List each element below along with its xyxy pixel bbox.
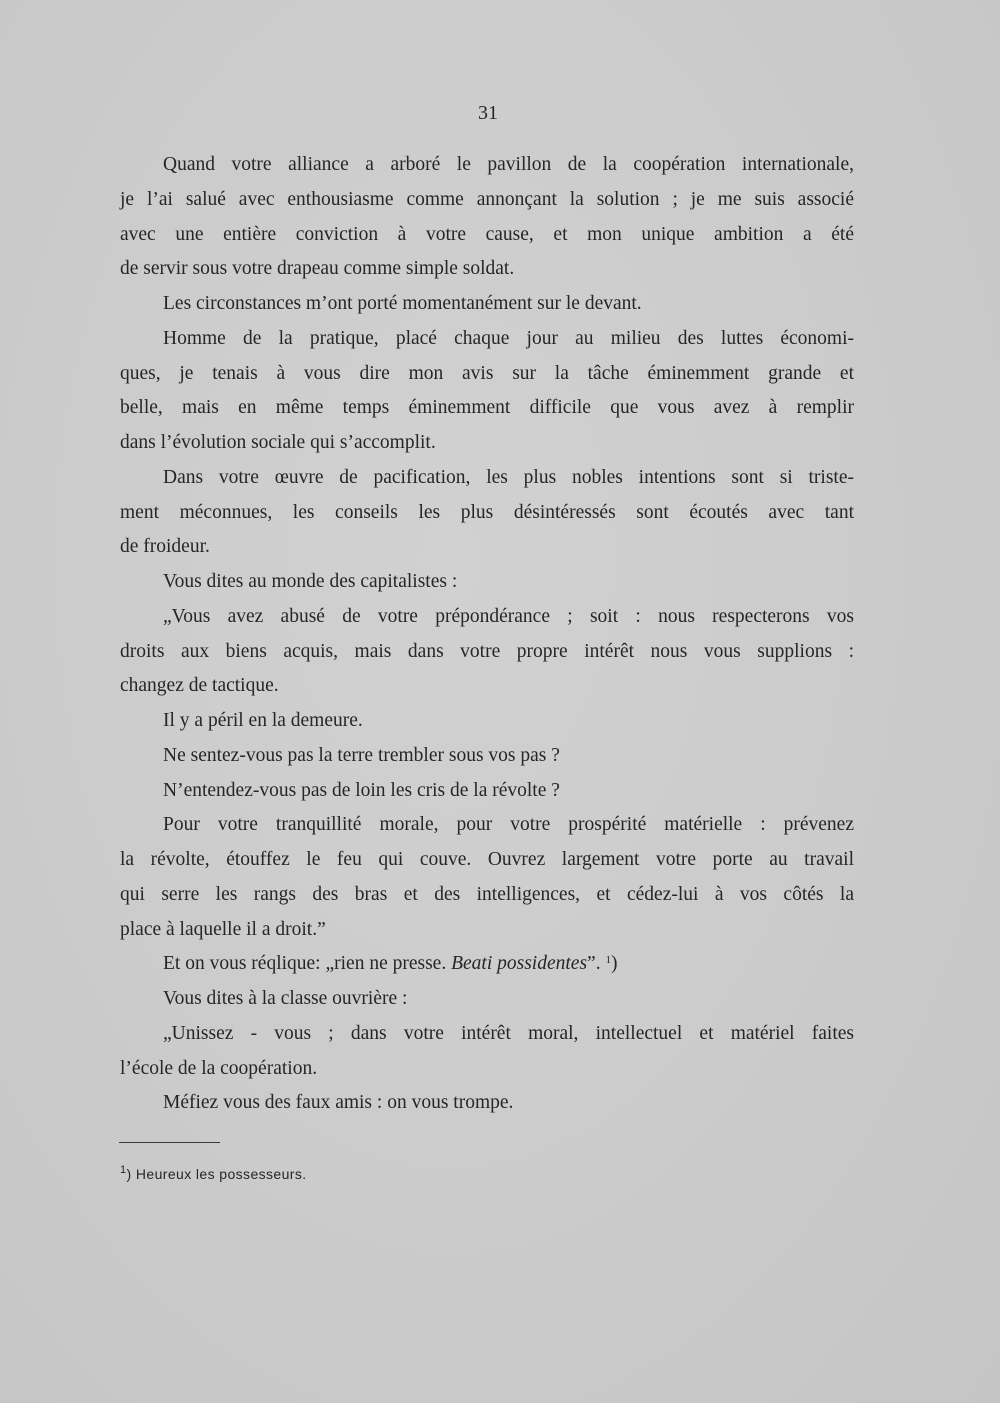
text-line: Les circonstances m’ont porté momentanément sur le devant. bbox=[163, 293, 642, 314]
footnote-mark: 1 bbox=[120, 1164, 127, 1176]
footnote-reference-paren: ) bbox=[610, 953, 618, 975]
text-line-with-note bbox=[120, 947, 854, 982]
italic-phrase: Beati possidentes bbox=[451, 953, 588, 975]
footnote-mark-paren: ) bbox=[126, 1166, 132, 1182]
text-line: avec une entière conviction à votre cause, et mon unique ambition a été bbox=[120, 223, 854, 245]
text-line: l’école de la coopération. bbox=[120, 1057, 318, 1079]
text-line: dans l’évolution sociale qui s’accomplit. bbox=[120, 432, 436, 453]
text-line: Dans votre œuvre de pacification, les plus nobles intentions sont si triste- bbox=[163, 466, 854, 488]
text-line: de froideur. bbox=[120, 536, 210, 558]
text-line: qui serre les rangs des bras et des intelligences, et cédez-lui à vos côtés la bbox=[120, 883, 854, 905]
page-number: 31 bbox=[478, 102, 498, 124]
footnote-divider bbox=[119, 1142, 220, 1143]
text-line: Homme de la pratique, placé chaque jour au milieu des luttes économi- bbox=[163, 327, 854, 349]
text-line: droits aux biens acquis, mais dans votre propre intérêt nous vous supplions : bbox=[120, 640, 854, 662]
text-line: Ne sentez-vous pas la terre trembler sous vos pas ? bbox=[163, 744, 560, 766]
footnote bbox=[120, 1164, 307, 1184]
body-text bbox=[120, 148, 854, 1121]
text-line: Pour votre tranquillité morale, pour votre prospérité matérielle : prévenez bbox=[163, 814, 854, 836]
footnote-reference: 1 bbox=[605, 954, 611, 967]
text-line: Vous dites à la classe ouvrière : bbox=[163, 988, 408, 1009]
footnote-text: Heureux les possesseurs. bbox=[131, 1166, 307, 1182]
text-line: la révolte, étouffez le feu qui couve. Ouvrez largement votre porte au travail bbox=[120, 849, 854, 870]
text-line: belle, mais en même temps éminemment difficile que vous avez à remplir bbox=[120, 397, 854, 419]
text-line: N’entendez-vous pas de loin les cris de la révolte ? bbox=[163, 779, 560, 801]
text-line: „Unissez - vous ; dans votre intérêt moral, intellectuel et matériel faites bbox=[163, 1022, 854, 1044]
text-segment: ”. bbox=[587, 953, 606, 975]
text-line: place à laquelle il a droit.” bbox=[120, 918, 326, 940]
text-segment: Et on vous réqlique: „rien ne presse. bbox=[163, 953, 452, 975]
text-line: ques, je tenais à vous dire mon avis sur la tâche éminemment grande et bbox=[120, 362, 854, 384]
text-line: Il y a péril en la demeure. bbox=[163, 710, 363, 731]
text-line: Vous dites au monde des capitalistes : bbox=[163, 571, 458, 592]
text-line: ment méconnues, les conseils les plus désintéressés sont écoutés avec tant bbox=[120, 501, 854, 523]
text-line: changez de tactique. bbox=[120, 675, 279, 697]
text-line: Quand votre alliance a arboré le pavillon de la coopération internationale, bbox=[163, 154, 854, 175]
text-line: je l’ai salué avec enthousiasme comme annonçant la solution ; je me suis associé bbox=[120, 188, 854, 210]
text-line: de servir sous votre drapeau comme simple soldat. bbox=[120, 258, 515, 280]
text-line: Méfiez vous des faux amis : on vous trompe. bbox=[163, 1092, 514, 1114]
text-line: „Vous avez abusé de votre prépondérance ; soit : nous respecterons vos bbox=[163, 605, 854, 627]
